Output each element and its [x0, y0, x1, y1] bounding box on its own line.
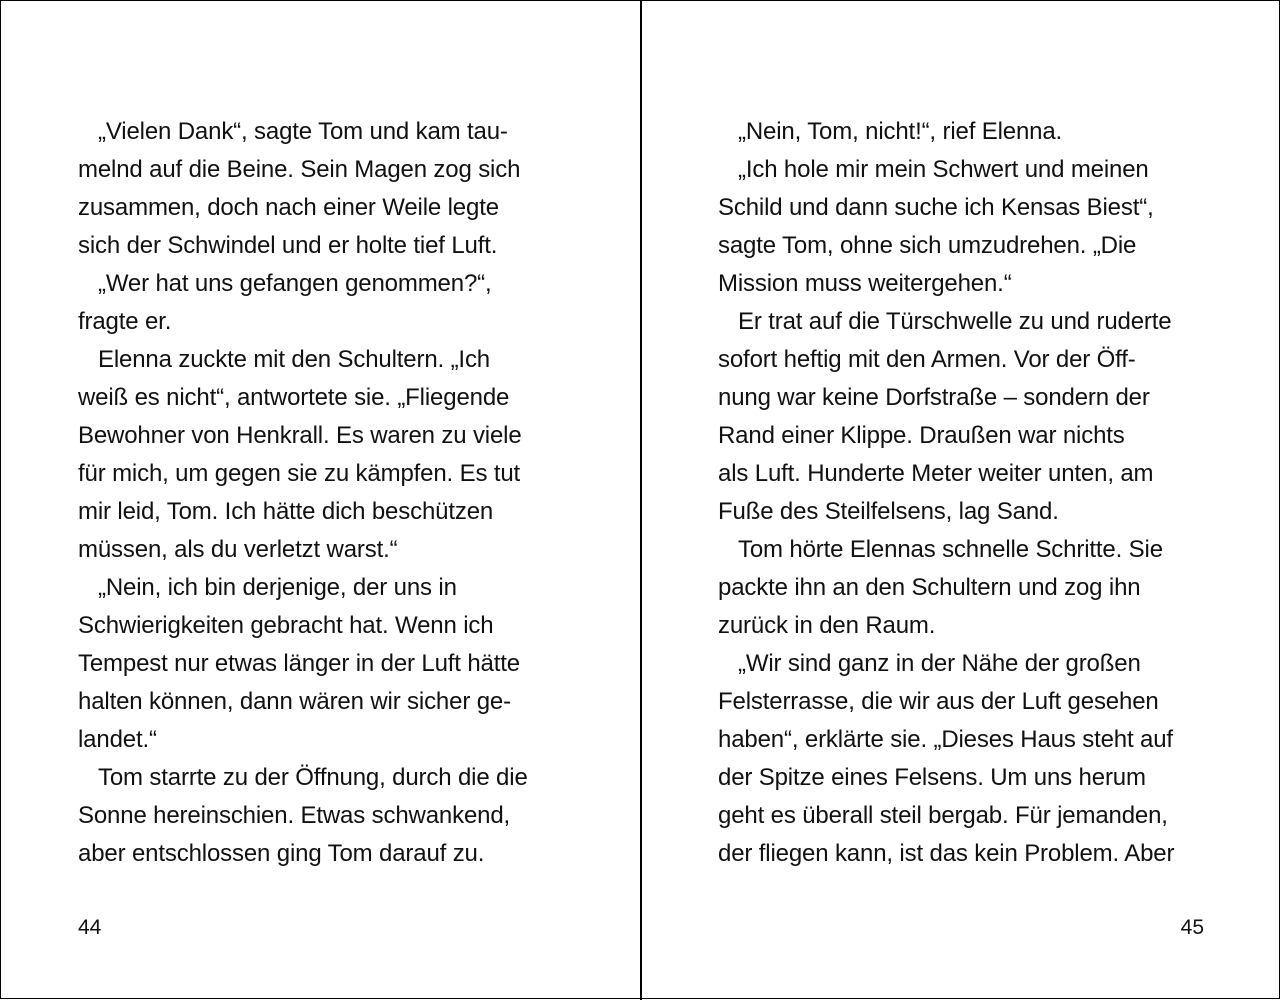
text-line: zurück in den Raum.: [718, 612, 936, 639]
text-line: melnd auf die Beine. Sein Magen zog sich: [78, 156, 521, 183]
text-line: Felsterrasse, die wir aus der Luft gesehen: [718, 688, 1159, 715]
text-line: sofort heftig mit den Armen. Vor der Öff-: [718, 346, 1136, 373]
right-page: [642, 1, 1280, 1000]
text-line: nung war keine Dorfstraße – sondern der: [718, 384, 1150, 411]
text-line: Bewohner von Henkrall. Es waren zu viele: [78, 422, 522, 449]
text-line: Rand einer Klippe. Draußen war nichts: [718, 422, 1125, 449]
text-line: „Ich hole mir mein Schwert und meinen: [738, 156, 1149, 183]
text-line: Schild und dann suche ich Kensas Biest“,: [718, 194, 1154, 221]
text-line: „Wir sind ganz in der Nähe der großen: [738, 650, 1141, 677]
text-line: geht es überall steil bergab. Für jemanden,: [718, 802, 1168, 829]
right-page-text: [718, 113, 1174, 873]
left-page: [1, 1, 640, 1000]
text-line: „Wer hat uns gefangen genommen?“,: [98, 270, 492, 297]
page-number-left: 44: [78, 916, 102, 939]
text-line: „Nein, Tom, nicht!“, rief Elenna.: [738, 118, 1063, 145]
text-line: „Nein, ich bin derjenige, der uns in: [98, 574, 457, 601]
text-line: mir leid, Tom. Ich hätte dich beschützen: [78, 498, 494, 525]
text-line: Er trat auf die Türschwelle zu und ruderte: [738, 308, 1172, 335]
page-number-right: 45: [1180, 916, 1204, 939]
text-line: haben“, erklärte sie. „Dieses Haus steht auf: [718, 726, 1173, 753]
text-line: Schwierigkeiten gebracht hat. Wenn ich: [78, 612, 494, 639]
text-line: weiß es nicht“, antwortete sie. „Fliegende: [78, 384, 510, 411]
text-line: als Luft. Hunderte Meter weiter unten, am: [718, 460, 1154, 487]
text-line: für mich, um gegen sie zu kämpfen. Es tut: [78, 460, 521, 487]
text-line: Fuße des Steilfelsens, lag Sand.: [718, 498, 1059, 525]
text-line: müssen, als du verletzt warst.“: [78, 536, 398, 563]
text-line: landet.“: [78, 726, 157, 753]
text-line: fragte er.: [78, 308, 172, 335]
text-line: Tom hörte Elennas schnelle Schritte. Sie: [738, 536, 1163, 563]
left-page-text: [78, 113, 528, 873]
text-line: „Vielen Dank“, sagte Tom und kam tau-: [98, 118, 508, 145]
text-line: Mission muss weitergehen.“: [718, 270, 1012, 297]
text-line: sich der Schwindel und er holte tief Luft.: [78, 232, 498, 259]
text-line: Sonne hereinschien. Etwas schwankend,: [78, 802, 511, 829]
text-line: Tom starrte zu der Öffnung, durch die die: [98, 764, 528, 791]
text-line: der fliegen kann, ist das kein Problem. Aber: [718, 840, 1175, 867]
text-line: aber entschlossen ging Tom darauf zu.: [78, 840, 485, 867]
text-line: zusammen, doch nach einer Weile legte: [78, 194, 499, 221]
text-line: halten können, dann wären wir sicher ge-: [78, 688, 511, 715]
text-line: Tempest nur etwas länger in der Luft hätte: [78, 650, 520, 677]
text-line: der Spitze eines Felsens. Um uns herum: [718, 764, 1146, 791]
text-line: Elenna zuckte mit den Schultern. „Ich: [98, 346, 490, 373]
text-line: packte ihn an den Schultern und zog ihn: [718, 574, 1141, 601]
text-line: sagte Tom, ohne sich umzudrehen. „Die: [718, 232, 1137, 259]
